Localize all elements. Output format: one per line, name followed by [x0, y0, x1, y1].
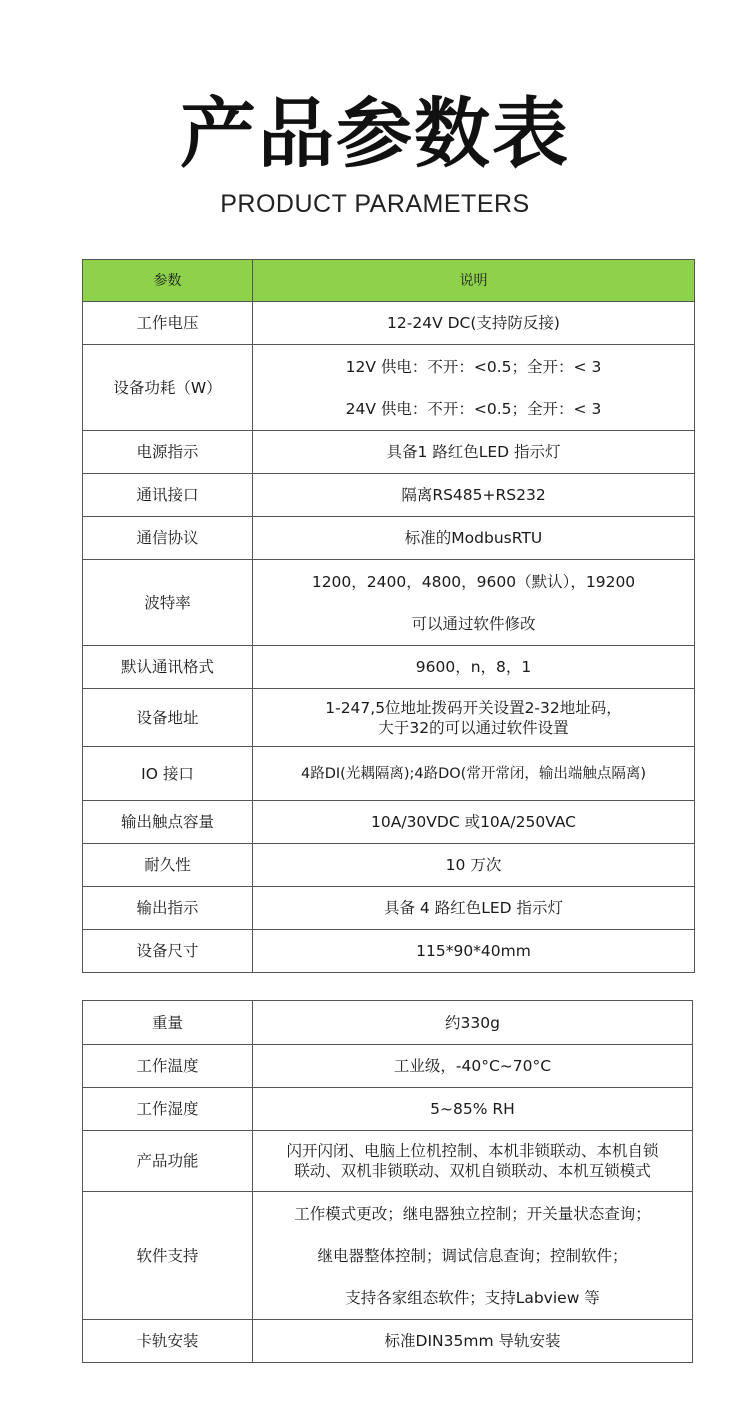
- param-desc: 工作模式更改；继电器独立控制；开关量状态查询； 继电器整体控制；调试信息查询；控制软件； 支持各家组态软件；支持Labview 等: [253, 1192, 693, 1320]
- param-name: 通信协议: [83, 517, 253, 560]
- parameters-table-2: [82, 1000, 693, 1363]
- param-desc: 1-247,5位地址拨码开关设置2-32地址码， 大于32的可以通过软件设置: [253, 689, 695, 747]
- table-row: [83, 1001, 693, 1045]
- table-row: [83, 646, 695, 689]
- table-row: [83, 887, 695, 930]
- param-desc: 1200，2400，4800，9600（默认），19200 可以通过软件修改: [253, 560, 695, 646]
- param-name: 重量: [83, 1001, 253, 1045]
- param-name: 默认通讯格式: [83, 646, 253, 689]
- table-row: [83, 474, 695, 517]
- page-subtitle: PRODUCT PARAMETERS: [220, 190, 530, 218]
- param-desc: 12-24V DC(支持防反接): [253, 302, 695, 345]
- table-row: [83, 517, 695, 560]
- table-row: [83, 747, 695, 801]
- param-desc: 隔离RS485+RS232: [253, 474, 695, 517]
- param-desc: 约330g: [253, 1001, 693, 1045]
- param-desc: 115*90*40mm: [253, 930, 695, 973]
- param-name: 通讯接口: [83, 474, 253, 517]
- table-header-row: [83, 260, 695, 302]
- param-desc: 10 万次: [253, 844, 695, 887]
- parameters-table-1: [82, 259, 695, 973]
- header-desc: 说明: [253, 260, 695, 302]
- param-name: 工作温度: [83, 1045, 253, 1088]
- param-name: 卡轨安装: [83, 1320, 253, 1363]
- table-row: [83, 431, 695, 474]
- param-name: 电源指示: [83, 431, 253, 474]
- param-name: 输出指示: [83, 887, 253, 930]
- param-desc: 工业级，-40°C~70°C: [253, 1045, 693, 1088]
- param-name: 设备尺寸: [83, 930, 253, 973]
- param-desc: 10A/30VDC 或10A/250VAC: [253, 801, 695, 844]
- param-desc: 9600，n，8，1: [253, 646, 695, 689]
- param-desc: 具备1 路红色LED 指示灯: [253, 431, 695, 474]
- table-row: [83, 1320, 693, 1363]
- param-name: 输出触点容量: [83, 801, 253, 844]
- param-name: 波特率: [83, 560, 253, 646]
- table-row: [83, 801, 695, 844]
- table-row: [83, 560, 695, 646]
- table-row: [83, 689, 695, 747]
- param-name: 软件支持: [83, 1192, 253, 1320]
- param-name: 产品功能: [83, 1131, 253, 1192]
- param-desc: 12V 供电：不开：<0.5；全开：< 3 24V 供电：不开：<0.5；全开：< 3: [253, 345, 695, 431]
- param-desc: 标准DIN35mm 导轨安装: [253, 1320, 693, 1363]
- table-row: [83, 1045, 693, 1088]
- param-name: 设备功耗（W）: [83, 345, 253, 431]
- page-title: 产品参数表: [180, 89, 570, 178]
- table-row: [83, 302, 695, 345]
- param-name: IO 接口: [83, 747, 253, 801]
- table-row: [83, 930, 695, 973]
- table-row: [83, 345, 695, 431]
- param-name: 工作湿度: [83, 1088, 253, 1131]
- param-desc: 4路DI(光耦隔离);4路DO(常开常闭，输出端触点隔离): [253, 747, 695, 801]
- table-row: [83, 844, 695, 887]
- param-desc: 标准的ModbusRTU: [253, 517, 695, 560]
- header-param: 参数: [83, 260, 253, 302]
- table-row: [83, 1088, 693, 1131]
- param-name: 工作电压: [83, 302, 253, 345]
- table-row: [83, 1131, 693, 1192]
- param-desc: 闪开闪闭、电脑上位机控制、本机非锁联动、本机自锁 联动、双机非锁联动、双机自锁联动、本机互锁模式: [253, 1131, 693, 1192]
- param-desc: 5~85% RH: [253, 1088, 693, 1131]
- table-row: [83, 1192, 693, 1320]
- param-name: 耐久性: [83, 844, 253, 887]
- param-name: 设备地址: [83, 689, 253, 747]
- param-desc: 具备 4 路红色LED 指示灯: [253, 887, 695, 930]
